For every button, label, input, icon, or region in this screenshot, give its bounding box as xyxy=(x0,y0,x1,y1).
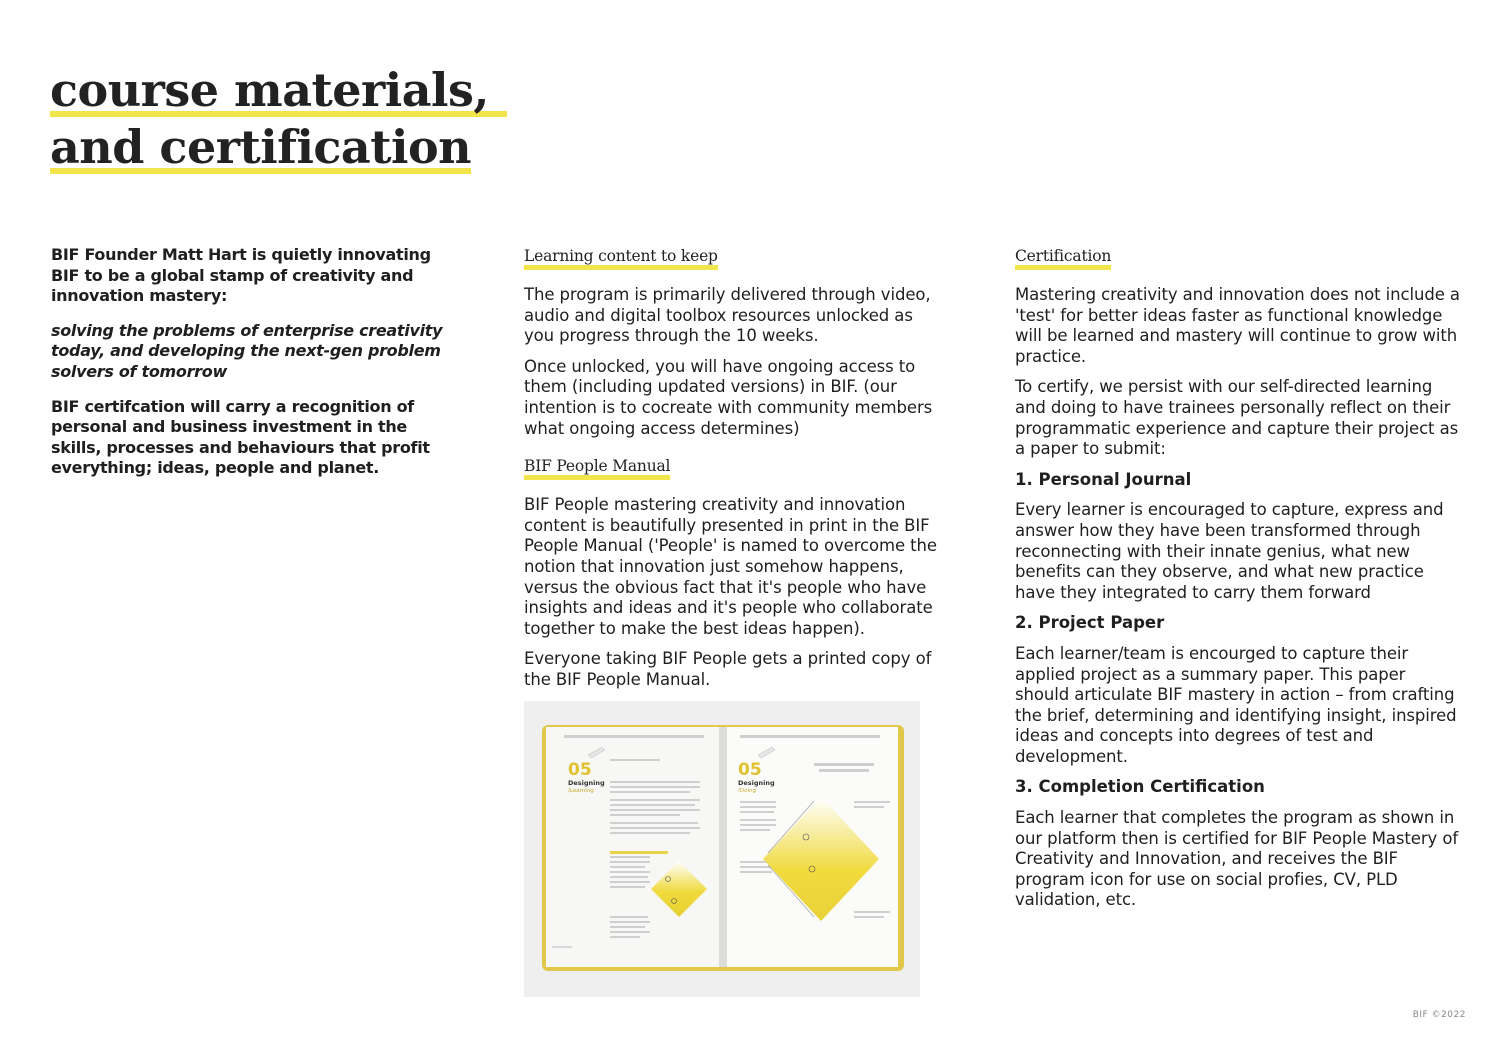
copyright-footer: BIF ©2022 xyxy=(1412,1010,1466,1020)
personal-journal-heading: 1. Personal Journal xyxy=(1015,469,1192,489)
completion-certification-text: Each learner that completes the program as shown in our platform then is certified for BIF People Mastery of Creativity and Innovation, and receives the BIF program icon for use on social profies, CV, PLD validation, etc. xyxy=(1015,808,1459,910)
page-title xyxy=(50,62,507,176)
intro-tagline: solving the problems of enterprise creativity today, and developing the next-gen problem solvers of tomorrow xyxy=(51,320,443,381)
left-page-number: 05 xyxy=(568,759,592,780)
left-page-title: Designing xyxy=(568,778,605,787)
right-page-subtitle: /Doing xyxy=(738,787,756,794)
personal-journal-text: Every learner is encouraged to capture, express and answer how they have been transformed through reconnecting with their innate genius, what new benefits can they observe, and what new practice have they integrated to carry them forward xyxy=(1015,500,1444,602)
intro-text: BIF Founder Matt Hart is quietly innovating BIF to be a global stamp of creativity and innovation mastery: xyxy=(51,245,431,306)
right-page-title: Designing xyxy=(738,778,775,787)
left-page-subtitle: /Learning xyxy=(568,787,594,794)
certification-column xyxy=(1015,245,1463,921)
right-page-number: 05 xyxy=(738,759,762,780)
title-line-2: and certification xyxy=(50,120,472,174)
title-line-1: course materials, xyxy=(50,62,507,119)
people-manual-paragraph-2: Everyone taking BIF People gets a printed copy of the BIF People Manual. xyxy=(524,649,932,689)
certification-paragraph-2: To certify, we persist with our self-directed learning and doing to have trainees personally reflect on their programmatic experience and capture their project as a paper to submit: xyxy=(1015,377,1459,459)
learning-content-paragraph-2: Once unlocked, you will have ongoing access to them (including updated versions) in BIF. (our intention is to cocreate with community members what ongoing access determines) xyxy=(524,356,933,438)
people-manual-paragraph-1: BIF People mastering creativity and innovation content is beautifully presented in print in the BIF People Manual ('People' is named to overcome the notion that innovation just somehow happens, versus the obvious fact that it's people who have insights and ideas and it's people who collaborate together to make the best ideas happen). xyxy=(524,495,937,638)
intro-column xyxy=(51,245,461,493)
materials-column xyxy=(524,245,944,997)
open-book-illustration xyxy=(524,701,920,997)
project-paper-heading: 2. Project Paper xyxy=(1015,613,1165,633)
completion-certification-heading: 3. Completion Certification xyxy=(1015,777,1265,797)
project-paper-text: Each learner/team is encourged to capture their applied project as a summary paper. This paper should articulate BIF mastery in action – from crafting the brief, determining and identifying insight, inspired ideas and concepts into degrees of test and development. xyxy=(1015,643,1457,766)
learning-content-paragraph-1: The program is primarily delivered through video, audio and digital toolbox resources unlocked as you progress through the 10 weeks. xyxy=(524,285,931,346)
section-heading-learning-content: Learning content to keep xyxy=(524,247,718,265)
certification-paragraph-1: Mastering creativity and innovation does not include a 'test' for better ideas faster as functional knowledge will be learned and mastery will continue to grow with practice. xyxy=(1015,285,1460,366)
section-heading-people-manual: BIF People Manual xyxy=(524,457,671,476)
section-heading-certification: Certification xyxy=(1015,247,1112,265)
people-manual-photo xyxy=(524,701,920,997)
intro-closing: BIF certifcation will carry a recognition of personal and business investment in the skills, processes and behaviours that profit everything; ideas, people and planet. xyxy=(51,396,430,478)
